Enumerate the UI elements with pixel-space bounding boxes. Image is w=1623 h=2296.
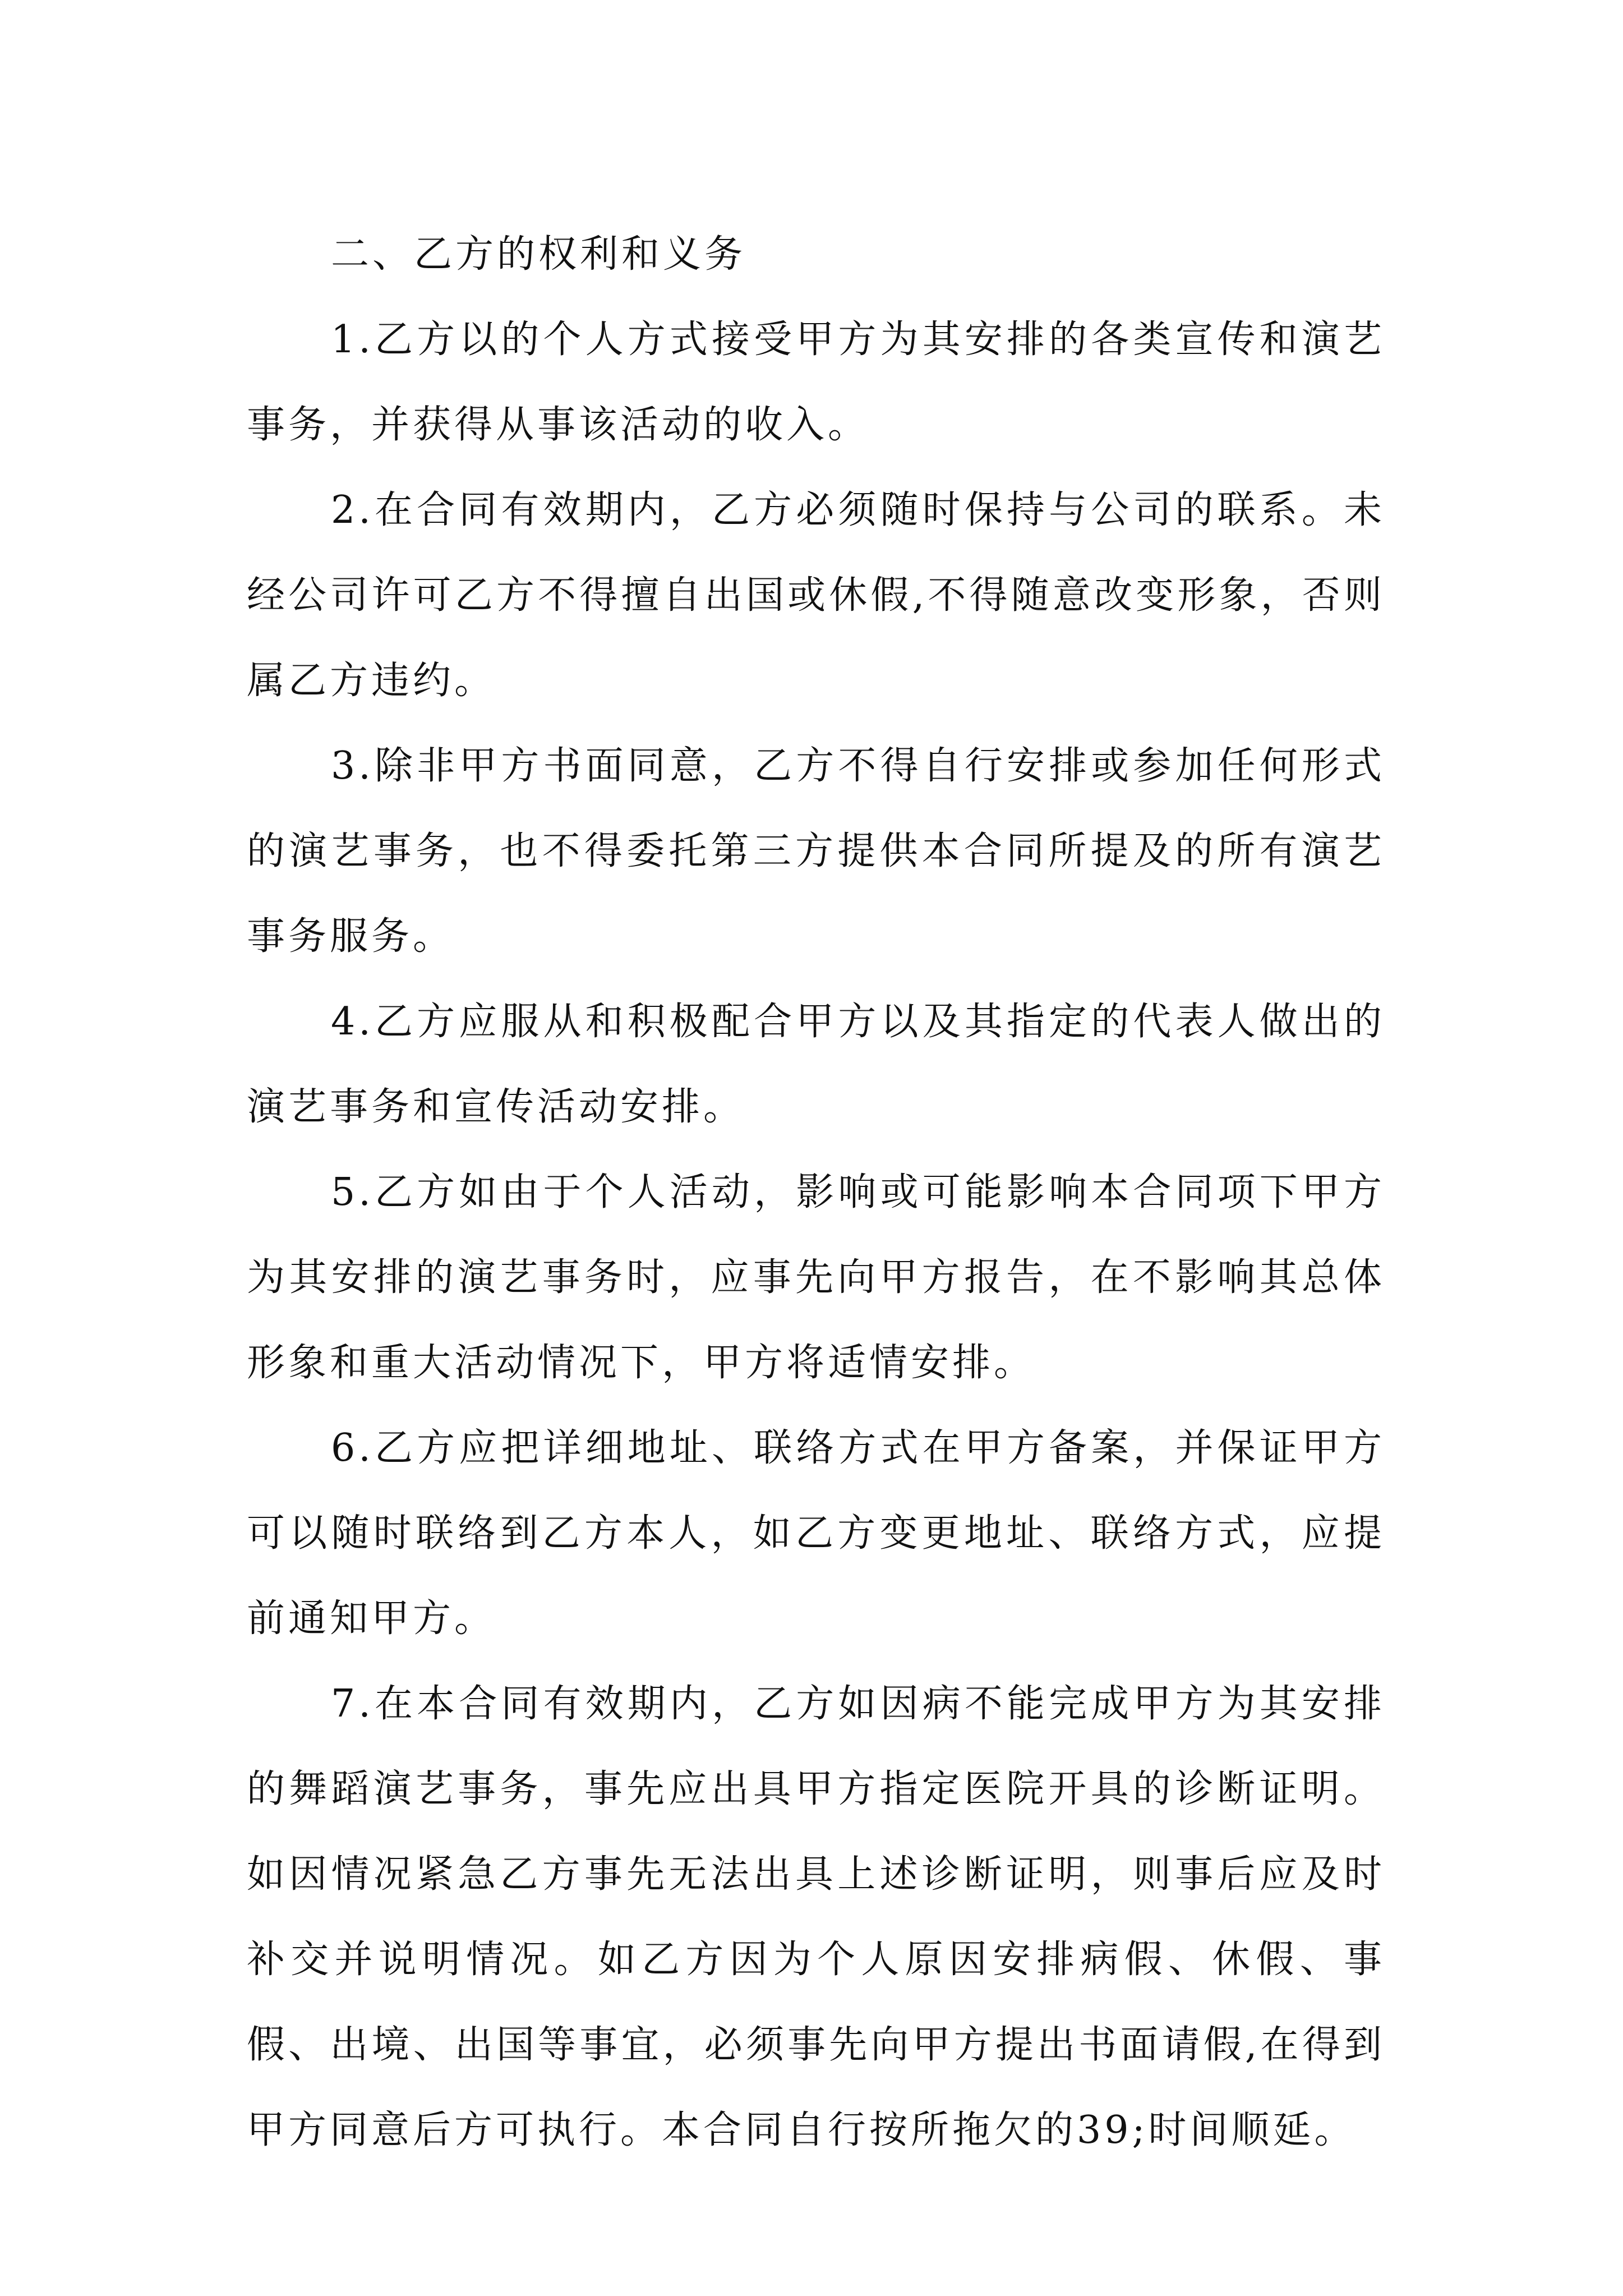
clause-2: 2.在合同有效期内，乙方必须随时保持与公司的联系。未经公司许可乙方不得擅自出国或休假,不得随意改变形象，否则属乙方违约。 (247, 488, 1385, 703)
clause-4: 4.乙方应服从和积极配合甲方以及其指定的代表人做出的演艺事务和宣传活动安排。 (247, 1000, 1385, 1129)
document-body (247, 212, 1385, 2173)
clause-6: 6.乙方应把详细地址、联络方式在甲方备案，并保证甲方可以随时联络到乙方本人，如乙方变更地址、联络方式，应提前通知甲方。 (247, 1426, 1385, 1641)
section-title: 二、乙方的权利和义务 (331, 232, 746, 277)
clause-3: 3.除非甲方书面同意，乙方不得自行安排或参加任何形式的演艺事务，也不得委托第三方提供本合同所提及的所有演艺事务服务。 (247, 744, 1385, 959)
clause-7: 7.在本合同有效期内，乙方如因病不能完成甲方为其安排的舞蹈演艺事务，事先应出具甲方指定医院开具的诊断证明。如因情况紧急乙方事先无法出具上述诊断证明，则事后应及时补交并说明情况。如乙方因为个人原因安排病假、休假、事假、出境、出国等事宜，必须事先向甲方提出书面请假,在得到甲方同意后方可执行。本合同自行按所拖欠的39;时间顺延。 (247, 1682, 1385, 2152)
clause-5: 5.乙方如由于个人活动，影响或可能影响本合同项下甲方为其安排的演艺事务时，应事先向甲方报告，在不影响其总体形象和重大活动情况下，甲方将适情安排。 (247, 1170, 1385, 1385)
clause-1: 1.乙方以的个人方式接受甲方为其安排的各类宣传和演艺事务，并获得从事该活动的收入。 (247, 318, 1385, 447)
